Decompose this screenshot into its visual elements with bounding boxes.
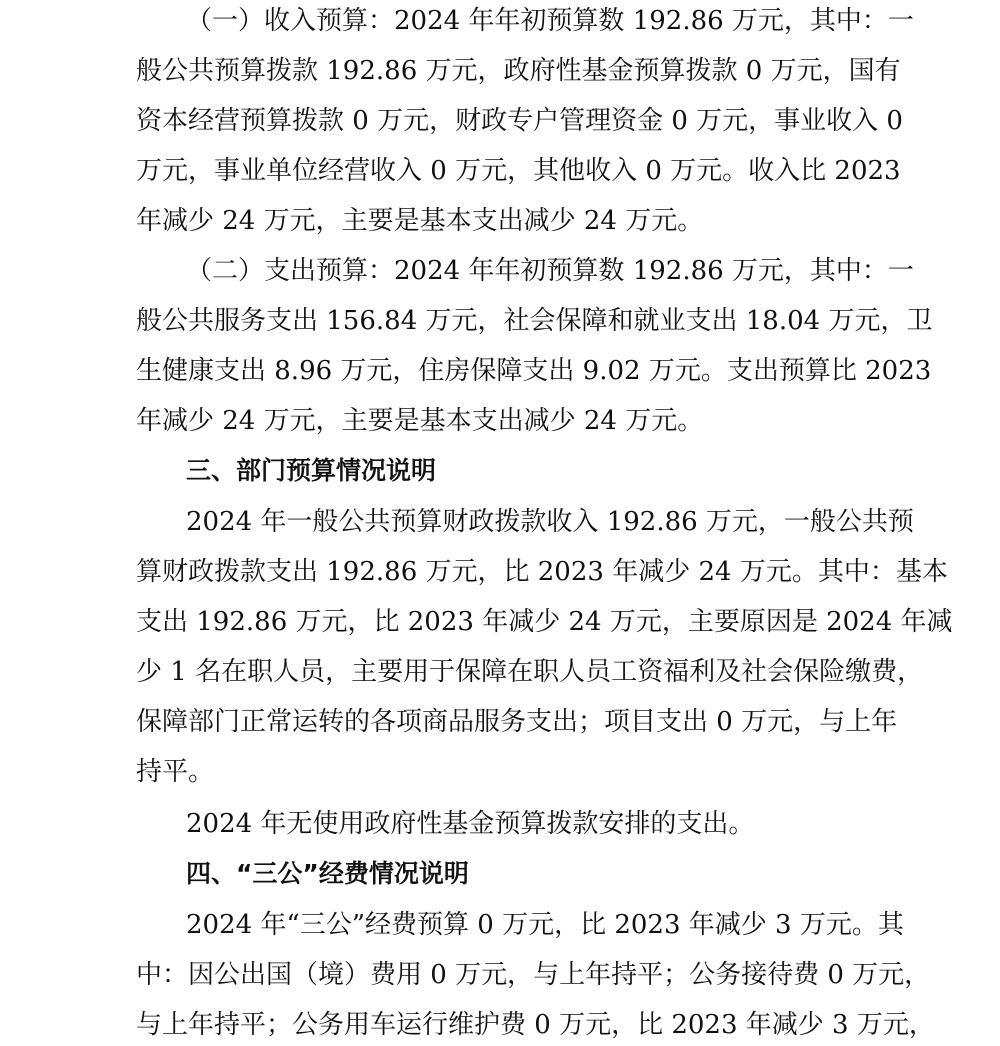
paragraph-income-budget-line: 万元，事业单位经营收入 0 万元，其他收入 0 万元。收入比 2023 <box>136 156 901 186</box>
paragraph-department-budget-line: 持平。 <box>136 757 215 787</box>
paragraph-department-budget-line: 少 1 名在职人员，主要用于保障在职人员工资福利及社会保险缴费， <box>136 657 924 687</box>
paragraph-department-budget-line: 保障部门正常运转的各项商品服务支出；项目支出 0 万元，与上年 <box>136 707 898 737</box>
paragraph-income-budget-line: （一）收入预算：2024 年年初预算数 192.86 万元，其中：一 <box>186 6 914 36</box>
paragraph-fund-budget: 2024 年无使用政府性基金预算拨款安排的支出。 <box>186 809 755 839</box>
section-heading-three-public: 四、“三公”经费情况说明 <box>186 859 469 888</box>
paragraph-three-public-line: 2024 年“三公”经费预算 0 万元，比 2023 年减少 3 万元。其 <box>186 910 904 940</box>
paragraph-department-budget-line: 支出 192.86 万元，比 2023 年减少 24 万元，主要原因是 2024 年减 <box>136 607 953 637</box>
paragraph-department-budget-line: 2024 年一般公共预算财政拨款收入 192.86 万元，一般公共预 <box>186 507 914 537</box>
paragraph-income-budget-line: 年减少 24 万元，主要是基本支出减少 24 万元。 <box>136 206 704 236</box>
paragraph-three-public-line: 与上年持平；公务用车运行维护费 0 万元，比 2023 年减少 3 万元， <box>136 1010 935 1040</box>
paragraph-department-budget-line: 算财政拨款支出 192.86 万元，比 2023 年减少 24 万元。其中：基本 <box>136 557 948 587</box>
paragraph-income-budget-line: 般公共预算拨款 192.86 万元，政府性基金预算拨款 0 万元，国有 <box>136 56 901 86</box>
paragraph-expense-budget-line: 般公共服务支出 156.84 万元，社会保障和就业支出 18.04 万元，卫 <box>136 306 933 336</box>
paragraph-expense-budget-line: 生健康支出 8.96 万元，住房保障支出 9.02 万元。支出预算比 2023 <box>136 356 932 386</box>
paragraph-income-budget-line: 资本经营预算拨款 0 万元，财政专户管理资金 0 万元，事业收入 0 <box>136 106 903 136</box>
paragraph-expense-budget-line: （二）支出预算：2024 年年初预算数 192.86 万元，其中：一 <box>186 256 914 286</box>
paragraph-expense-budget-line: 年减少 24 万元，主要是基本支出减少 24 万元。 <box>136 406 704 436</box>
section-heading-department-budget: 三、部门预算情况说明 <box>186 456 437 485</box>
paragraph-three-public-line: 中：因公出国（境）费用 0 万元，与上年持平；公务接待费 0 万元， <box>136 960 931 990</box>
